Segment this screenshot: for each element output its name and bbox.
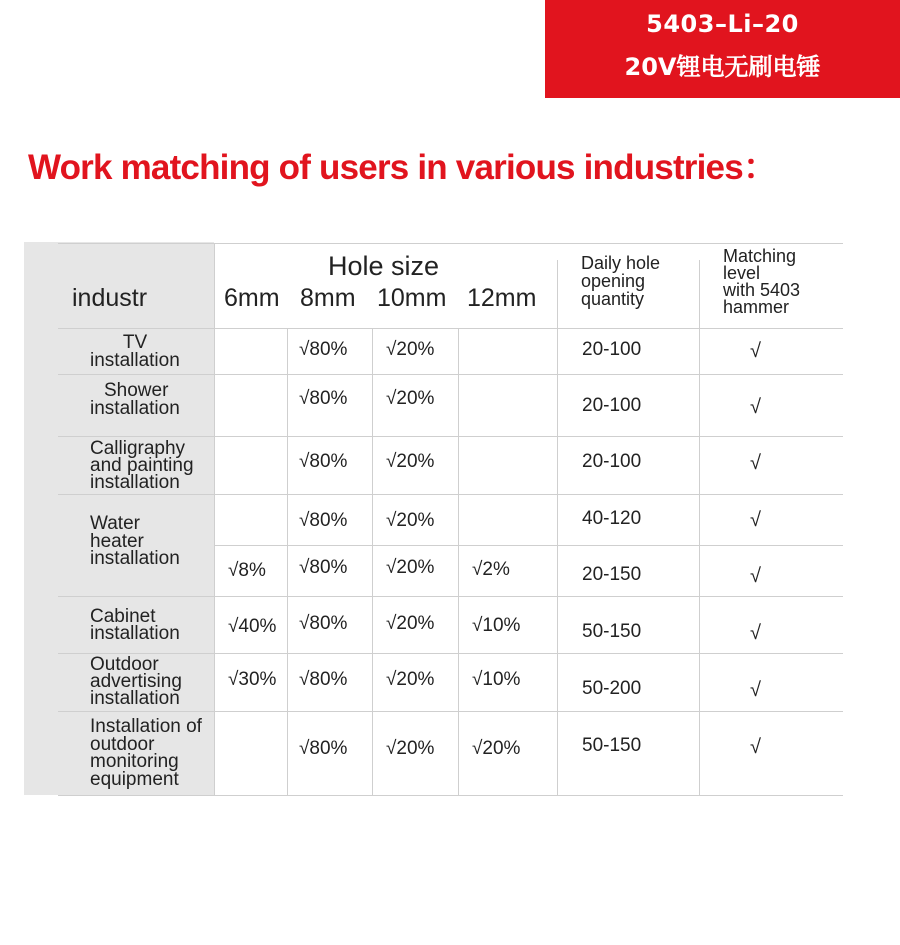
cell-match: √ xyxy=(750,396,761,418)
industry-label-line: installation xyxy=(90,350,180,371)
header-daily-line: Daily hole xyxy=(581,253,661,273)
cell-8mm: √80% xyxy=(299,557,348,578)
header-industry: industr xyxy=(72,284,148,312)
row-divider xyxy=(58,596,843,597)
industry-label-line: heater xyxy=(90,531,144,552)
cell-12mm: √10% xyxy=(472,615,521,636)
industry-label-line: installation xyxy=(90,688,180,709)
industry-label-line: advertising xyxy=(90,671,182,692)
header-match-line: level xyxy=(723,263,761,283)
cell-daily: 50-200 xyxy=(582,678,642,699)
cell-10mm: √20% xyxy=(386,388,435,409)
cell-6mm: √8% xyxy=(228,560,266,581)
industry-label-line: equipment xyxy=(90,769,179,790)
industry-label-line: Water xyxy=(90,513,140,534)
cell-match: √ xyxy=(750,509,761,531)
cell-8mm: √80% xyxy=(299,451,348,472)
cell-6mm: √40% xyxy=(228,616,277,637)
cell-10mm: √20% xyxy=(386,613,435,634)
cell-12mm: √10% xyxy=(472,669,521,690)
cell-daily: 20-150 xyxy=(582,564,642,585)
row-divider xyxy=(58,653,843,654)
column-divider xyxy=(557,260,558,795)
cell-8mm: √80% xyxy=(299,510,348,531)
model-banner xyxy=(545,0,900,98)
header-daily-line: opening xyxy=(581,271,646,291)
cell-10mm: √20% xyxy=(386,451,435,472)
cell-daily: 20-100 xyxy=(582,395,642,416)
row-divider xyxy=(58,711,843,712)
header-match-line: hammer xyxy=(723,297,790,317)
cell-10mm: √20% xyxy=(386,339,435,360)
industry-label-line: installation xyxy=(90,472,180,493)
cell-daily: 20-100 xyxy=(582,451,642,472)
cell-12mm: √20% xyxy=(472,738,521,759)
table-bottom-rule xyxy=(58,795,843,796)
column-divider xyxy=(458,328,459,795)
industry-label-line: and painting xyxy=(90,455,194,476)
product-name: 20V锂电无刷电锤 xyxy=(624,53,821,81)
page-headline: Work matching of users in various industries： xyxy=(28,148,778,187)
industry-label-line: Installation of xyxy=(90,716,202,737)
header-12mm: 12mm xyxy=(467,284,537,312)
model-number: 5403–Li–20 xyxy=(646,10,799,38)
header-match-line: with 5403 xyxy=(723,280,801,300)
industry-label-line: installation xyxy=(90,548,180,569)
cell-match: √ xyxy=(750,736,761,758)
cell-10mm: √20% xyxy=(386,510,435,531)
cell-8mm: √80% xyxy=(299,669,348,690)
industry-label-line: installation xyxy=(90,623,180,644)
cell-6mm: √30% xyxy=(228,669,277,690)
table-top-rule xyxy=(58,243,843,244)
cell-daily: 50-150 xyxy=(582,735,642,756)
column-divider xyxy=(287,328,288,795)
cell-8mm: √80% xyxy=(299,613,348,634)
industry-label-line: Calligraphy xyxy=(90,438,186,459)
header-daily-line: quantity xyxy=(581,289,645,309)
industry-label-line: installation xyxy=(90,398,180,419)
header-match-line: Matching xyxy=(723,246,797,266)
row-divider xyxy=(58,374,843,375)
cell-match: √ xyxy=(750,622,761,644)
cell-match: √ xyxy=(750,679,761,701)
cell-10mm: √20% xyxy=(386,557,435,578)
cell-daily: 40-120 xyxy=(582,508,642,529)
cell-12mm: √2% xyxy=(472,559,510,580)
header-bottom-rule xyxy=(58,328,843,329)
column-divider xyxy=(372,328,373,795)
cell-match: √ xyxy=(750,565,761,587)
row-divider xyxy=(58,436,843,437)
header-6mm: 6mm xyxy=(224,284,280,312)
industry-label-line: Outdoor xyxy=(90,654,159,675)
cell-match: √ xyxy=(750,452,761,474)
cell-8mm: √80% xyxy=(299,388,348,409)
industry-label-line: Shower xyxy=(104,380,169,401)
industry-label-line: outdoor xyxy=(90,734,155,755)
cell-10mm: √20% xyxy=(386,738,435,759)
industry-label-line: TV xyxy=(122,332,148,353)
row-divider xyxy=(214,545,843,546)
cell-daily: 20-100 xyxy=(582,339,642,360)
column-divider xyxy=(699,260,700,795)
cell-daily: 50-150 xyxy=(582,621,642,642)
header-hole-size: Hole size xyxy=(328,251,440,281)
cell-10mm: √20% xyxy=(386,669,435,690)
header-8mm: 8mm xyxy=(300,284,356,312)
column-divider xyxy=(214,243,215,795)
industry-label-line: Cabinet xyxy=(90,606,156,627)
industry-label-line: monitoring xyxy=(90,751,179,772)
header-10mm: 10mm xyxy=(377,284,447,312)
cell-8mm: √80% xyxy=(299,738,348,759)
cell-match: √ xyxy=(750,340,761,362)
row-divider xyxy=(58,494,843,495)
cell-8mm: √80% xyxy=(299,339,348,360)
